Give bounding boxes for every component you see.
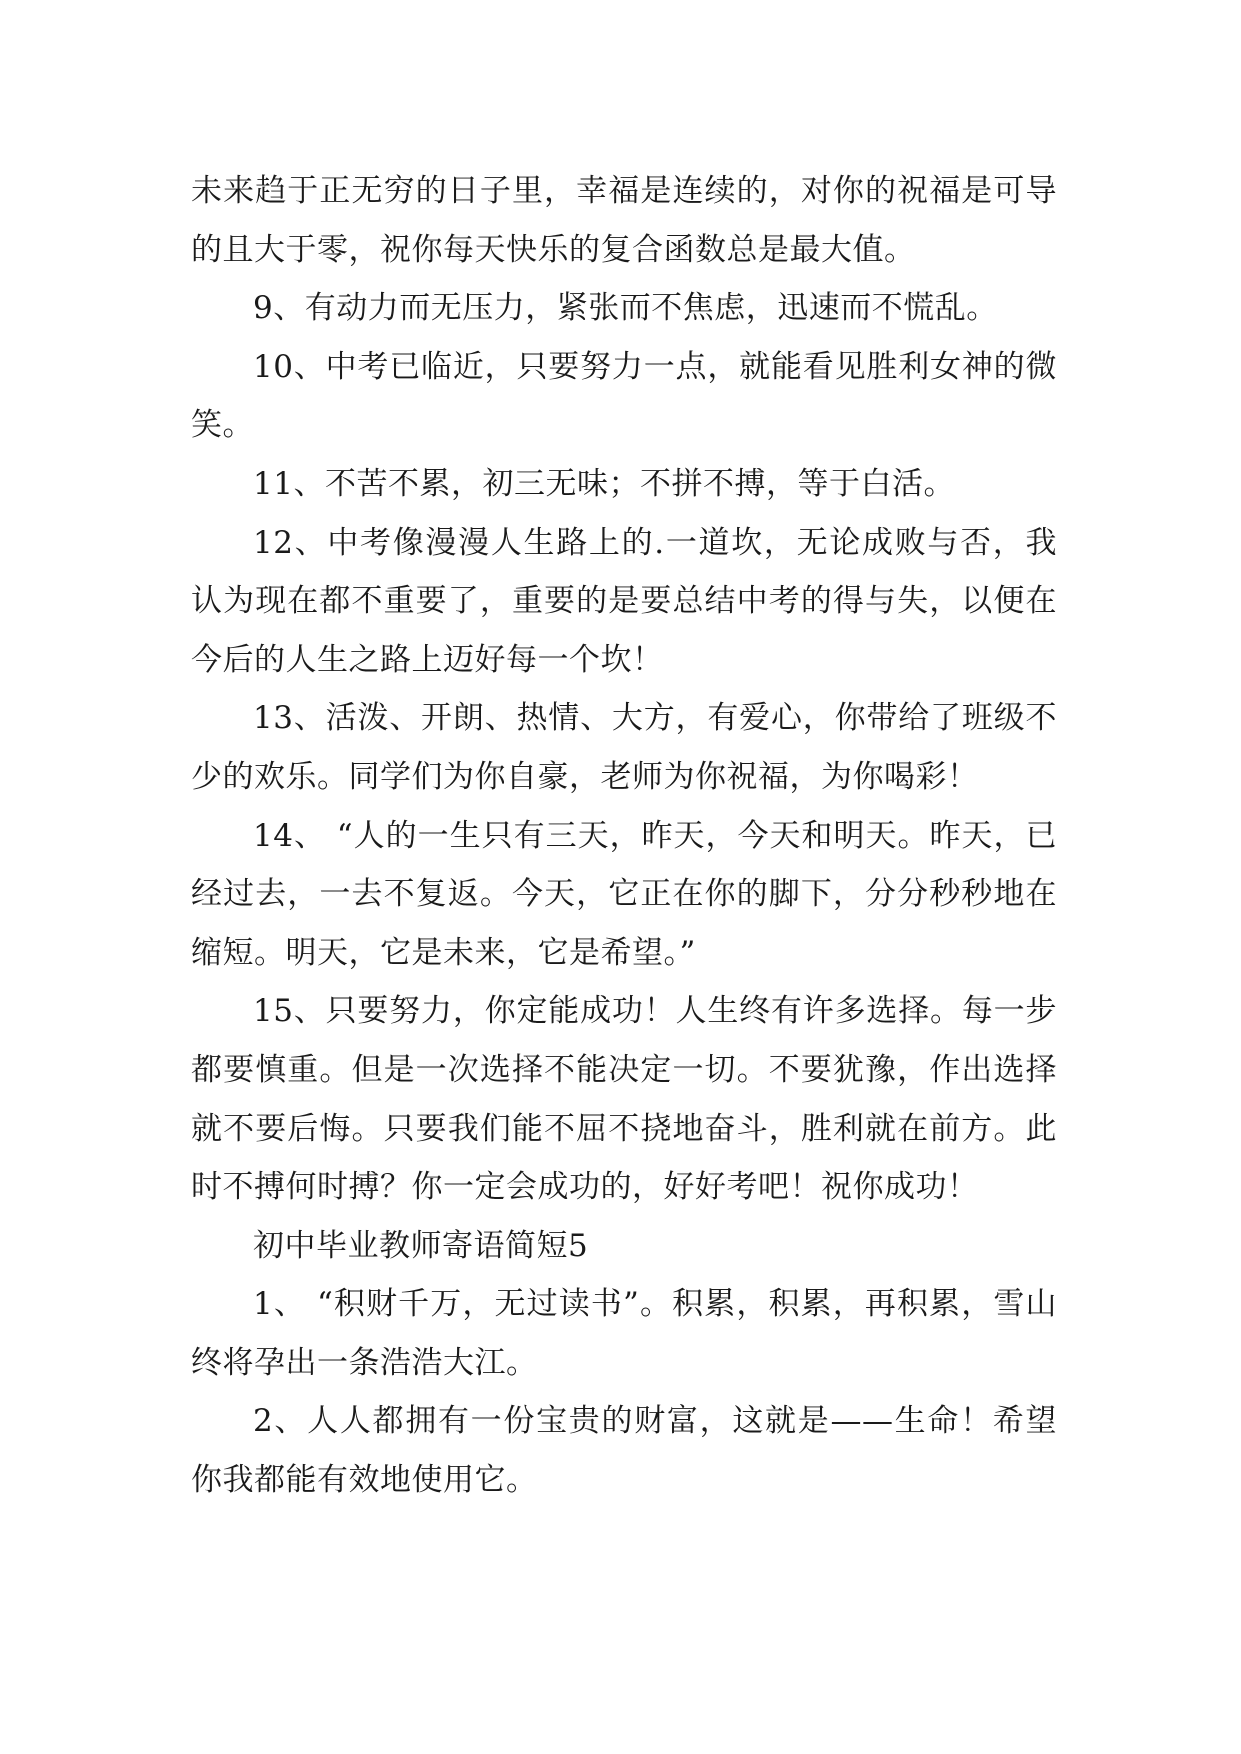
paragraph: 9、有动力而无压力，紧张而不焦虑，迅速而不慌乱。 (253, 290, 998, 327)
document-body (191, 162, 1057, 1510)
paragraph: 1、 “积财千万，无过读书”。积累，积累，再积累，雪山终将孕出一条浩浩大江。 (191, 1286, 1057, 1381)
paragraph: 2、人人都拥有一份宝贵的财富，这就是——生命！希望你我都能有效地使用它。 (191, 1403, 1057, 1499)
paragraph: 10、中考已临近，只要努力一点，就能看见胜利女神的微笑。 (191, 348, 1057, 444)
paragraph: 13、活泼、开朗、热情、大方，有爱心，你带给了班级不少的欢乐。同学们为你自豪，老师为你祝福，为你喝彩！ (191, 700, 1057, 795)
paragraph: 14、 “人的一生只有三天，昨天，今天和明天。昨天，已经过去，一去不复返。今天，它正在你的脚下，分分秒秒地在缩短。明天，它是未来，它是希望。” (191, 817, 1057, 971)
paragraph: 11、不苦不累，初三无味；不拼不搏，等于白活。 (253, 465, 955, 502)
paragraph: 15、只要努力，你定能成功！人生终有许多选择。每一步都要慎重。但是一次选择不能决定一切。不要犹豫，作出选择就不要后悔。只要我们能不屈不挠地奋斗，胜利就在前方。此时不搏何时搏？你一定会成功的，好好考吧！祝你成功！ (191, 993, 1057, 1206)
paragraph: 未来趋于正无穷的日子里，幸福是连续的，对你的祝福是可导的且大于零，祝你每天快乐的复合函数总是最大值。 (191, 173, 1057, 268)
paragraph: 12、中考像漫漫人生路上的.一道坎，无论成败与否，我认为现在都不重要了，重要的是要总结中考的得与失，以便在今后的人生之路上迈好每一个坎！ (191, 524, 1057, 678)
section-heading: 初中毕业教师寄语简短5 (253, 1227, 589, 1264)
